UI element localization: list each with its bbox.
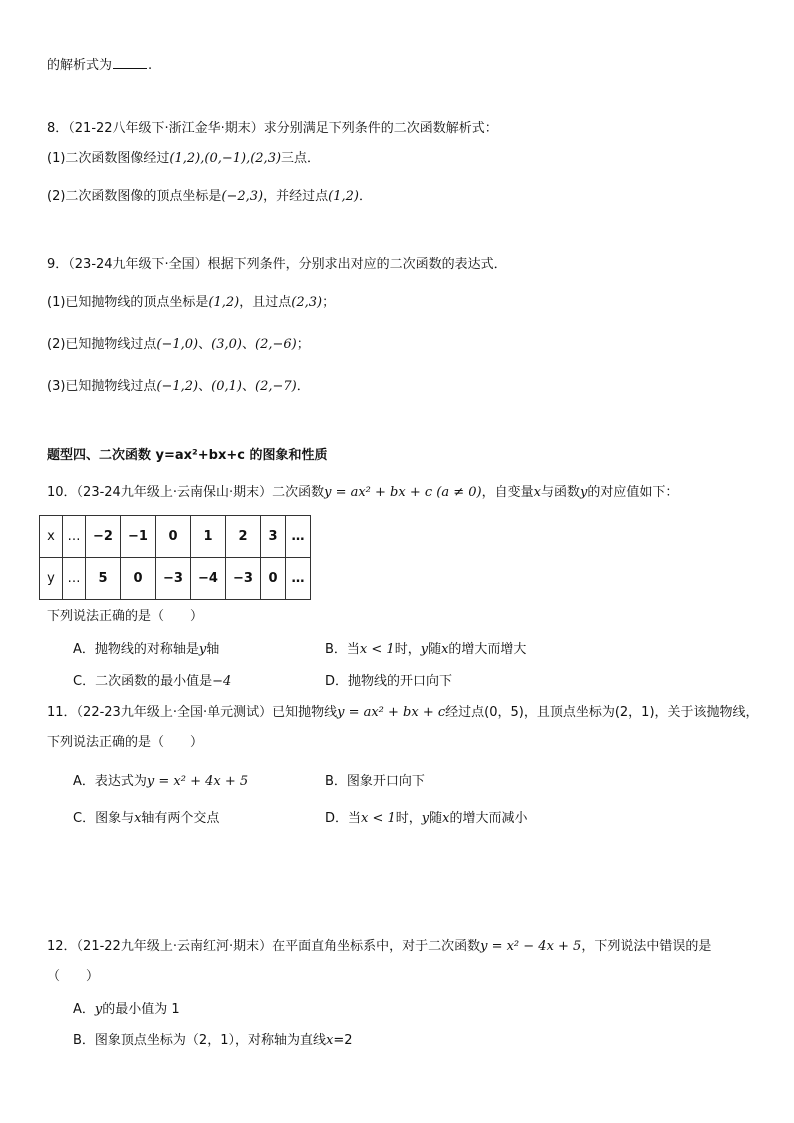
option-label: B．当 — [325, 642, 360, 657]
q10-b-cond: x < 1 — [359, 642, 395, 657]
table-cell: … — [63, 558, 86, 600]
q10-a-var: y — [198, 642, 207, 657]
q10-option-a[interactable] — [73, 641, 219, 659]
q9-heading: 9．（23-24九年级下·全国）根据下列条件，分别求出对应的二次函数的表达式． — [47, 257, 507, 272]
q12-b-end: =2 — [333, 1033, 353, 1048]
q11-option-b[interactable]: B．图象开口向下 — [325, 774, 425, 789]
q12-b-var: x — [325, 1033, 334, 1048]
q9-part2 — [47, 336, 310, 354]
separator: 、 — [241, 337, 255, 352]
q10-option-d[interactable]: D．抛物线的开口向下 — [325, 674, 453, 689]
q10-var-x: x — [533, 485, 541, 500]
q12-heading-b: ，下列说法中错误的是 — [581, 939, 712, 954]
q9-part1 — [47, 294, 335, 312]
q11-c-end: 轴有两个交点 — [141, 811, 220, 826]
q7-tail-text: 的解析式为 — [47, 58, 113, 73]
q9-part1-prefix: (1)已知抛物线的顶点坐标是 — [47, 295, 209, 310]
q11-heading-b: 经过点(0，5)，且顶点坐标为(2，1)，关于该抛物线， — [445, 705, 759, 720]
q11-d-end: 的增大而减小 — [449, 811, 528, 826]
q9-part2-point3: (2,−6) — [255, 337, 297, 352]
q12-function: y = x² − 4x + 5 — [480, 939, 582, 954]
q7-tail — [47, 56, 152, 75]
q11-d-var2: x — [442, 811, 450, 826]
q10-heading — [47, 484, 678, 502]
q10-b-end: 的增大而增大 — [448, 642, 527, 657]
option-label: C．图象与 — [73, 811, 135, 826]
table-cell: … — [63, 516, 86, 558]
q10-option-c[interactable] — [73, 673, 231, 691]
q8-part2-vertex: (−2,3) — [221, 189, 264, 204]
q11-c-var: x — [134, 811, 142, 826]
q12-a-var: y — [94, 1002, 103, 1017]
q8-part2-mid: ，并经过点 — [263, 189, 329, 204]
option-label: A．抛物线的对称轴是 — [73, 642, 199, 657]
table-row-y — [40, 558, 311, 600]
q8-part1-prefix: (1)二次函数图像经过 — [47, 151, 170, 166]
table-cell: 0 — [121, 558, 156, 600]
q12-option-b[interactable] — [73, 1032, 352, 1050]
q9-part1-mid: ，且过点 — [239, 295, 292, 310]
table-cell: −3 — [226, 558, 261, 600]
value-table — [39, 515, 311, 600]
q8-part1-points: (1,2),(0,−1),(2,3) — [169, 151, 282, 166]
separator: 、 — [198, 337, 212, 352]
q11-d-mid2: 随 — [429, 811, 443, 826]
q9-part1-point: (2,3) — [291, 295, 323, 310]
table-cell: x — [40, 516, 63, 558]
q10-b-var1: y — [420, 642, 429, 657]
table-cell: −3 — [156, 558, 191, 600]
table-cell: … — [286, 558, 311, 600]
q11-d-cond: x < 1 — [361, 811, 396, 826]
q8-part1-suffix: 三点． — [281, 151, 321, 166]
q8-part1 — [47, 150, 320, 168]
option-label: B．图象顶点坐标为（2，1），对称轴为直线 — [73, 1033, 326, 1048]
q8-heading: 8．（21-22八年级下·浙江金华·期末）求分别满足下列条件的二次函数解析式： — [47, 121, 498, 136]
q9-part2-point1: (−1,0) — [156, 337, 199, 352]
option-label: D．当 — [325, 811, 362, 826]
table-cell: 1 — [191, 516, 226, 558]
q8-part2-point: (1,2) — [328, 189, 359, 204]
q10-heading-b: ，自变量 — [481, 485, 534, 500]
q10-b-var2: x — [441, 642, 449, 657]
table-cell: y — [40, 558, 63, 600]
separator: 、 — [241, 379, 255, 394]
q9-part1-vertex: (1,2) — [208, 295, 240, 310]
q10-c-val: −4 — [212, 674, 232, 689]
section-title: 题型四、二次函数 y=ax²+bx+c 的图象和性质 — [47, 448, 328, 463]
q9-part3 — [47, 378, 310, 396]
option-label: A．表达式为 — [73, 774, 147, 789]
q12-option-a[interactable] — [73, 1001, 180, 1019]
q8-part2-end: ． — [358, 189, 372, 204]
separator: 、 — [198, 379, 212, 394]
q11-heading-text: 11．（22-23九年级上·全国·单元测试）已知抛物线 — [47, 705, 338, 720]
q11-option-c[interactable] — [73, 810, 219, 828]
q10-heading-c: 与函数 — [540, 485, 580, 500]
table-cell: 0 — [156, 516, 191, 558]
q11-heading — [47, 704, 759, 722]
table-cell: 2 — [226, 516, 261, 558]
q10-heading-text: 10．（23-24九年级上·云南保山·期末）二次函数 — [47, 485, 325, 500]
q7-tail-end: . — [148, 58, 153, 73]
q11-a-expr: y = x² + 4x + 5 — [146, 774, 249, 789]
table-cell: 0 — [261, 558, 286, 600]
q11-function: y = ax² + bx + c — [337, 705, 446, 720]
q8-part2 — [47, 188, 372, 206]
q9-part2-prefix: (2)已知抛物线过点 — [47, 337, 157, 352]
q10-heading-d: 的对应值如下： — [587, 485, 679, 500]
answer-blank — [113, 56, 147, 69]
q9-part3-point1: (−1,2) — [156, 379, 199, 394]
option-label: A． — [73, 1002, 95, 1017]
table-row-x — [40, 516, 311, 558]
q10-var-y: y — [579, 485, 588, 500]
q10-b-mid: 时， — [394, 642, 421, 657]
q9-part3-point2: (0,1) — [211, 379, 242, 394]
q9-part2-point2: (3,0) — [211, 337, 242, 352]
q12-heading-text: 12．（21-22九年级上·云南红河·期末）在平面直角坐标系中，对于二次函数 — [47, 939, 481, 954]
table-cell: −2 — [86, 516, 121, 558]
table-cell: 5 — [86, 558, 121, 600]
q10-function: y = ax² + bx + c (a ≠ 0) — [324, 485, 482, 500]
q12-line2: （ ） — [47, 969, 100, 984]
q9-part1-end: ； — [322, 295, 336, 310]
q11-option-d[interactable] — [325, 810, 528, 828]
q11-option-a[interactable] — [73, 773, 248, 791]
table-cell: … — [286, 516, 311, 558]
q10-a-end: 轴 — [206, 642, 220, 657]
q10-b-mid2: 随 — [428, 642, 442, 657]
table-cell: 3 — [261, 516, 286, 558]
q10-option-b[interactable] — [325, 641, 526, 659]
q8-part2-prefix: (2)二次函数图像的顶点坐标是 — [47, 189, 222, 204]
option-label: C．二次函数的最小值是 — [73, 674, 213, 689]
table-cell: −1 — [121, 516, 156, 558]
q9-part3-end: ． — [296, 379, 310, 394]
q9-part3-prefix: (3)已知抛物线过点 — [47, 379, 157, 394]
q9-part3-point3: (2,−7) — [255, 379, 297, 394]
q10-prompt: 下列说法正确的是（ ） — [47, 609, 204, 624]
q12-a-end: 的最小值为 1 — [102, 1002, 180, 1017]
q11-d-var1: y — [421, 811, 430, 826]
q12-heading — [47, 938, 711, 956]
q11-line2: 下列说法正确的是（ ） — [47, 735, 204, 750]
q11-d-mid: 时， — [395, 811, 422, 826]
q9-part2-end: ； — [296, 337, 310, 352]
table-cell: −4 — [191, 558, 226, 600]
